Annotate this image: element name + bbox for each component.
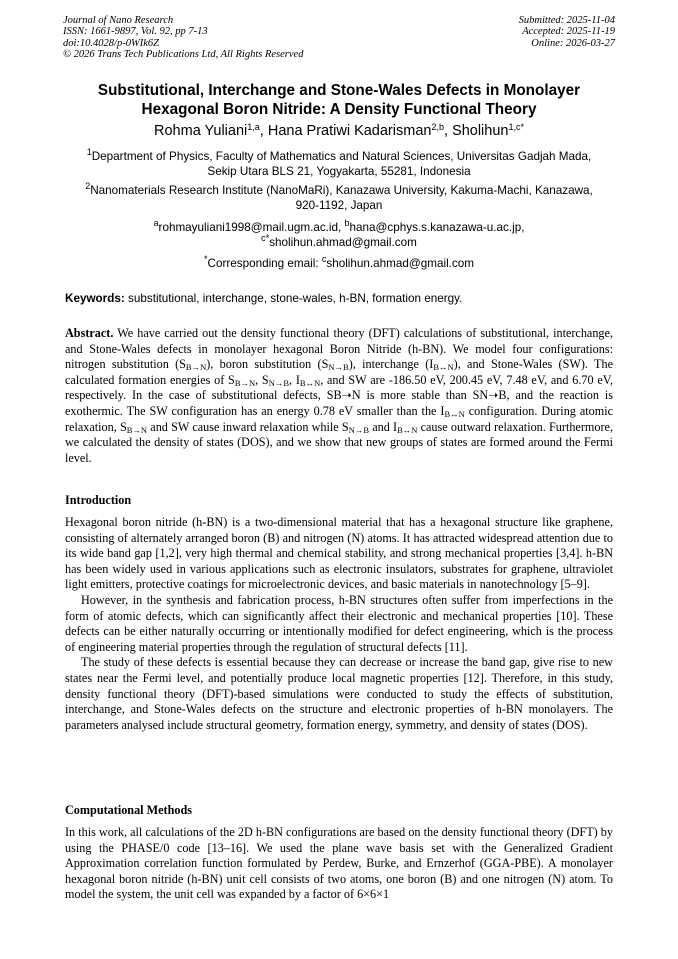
- doi-line: doi:10.4028/p-0WIk6Z: [63, 37, 159, 49]
- subscript: B↔N: [433, 362, 454, 373]
- subscript: B↔N: [444, 408, 465, 419]
- author-name: Rohma Yuliani: [154, 123, 248, 139]
- author-superscript: 2,b: [431, 122, 444, 132]
- abstract-text: , and SW are -186.50 eV, 200.45 eV, 7.48 eV, and 6.70 eV, respectively. In the case of substitutional defects, SB➝N is more stable than SN➝B, and the reaction is exothermic. The SW configuration has an energy 0.78 eV smaller than the I: [65, 372, 614, 418]
- abstract-text: , I: [289, 372, 300, 387]
- affiliation-1: [60, 149, 618, 179]
- issn-line: ISSN: 1661-9897, Vol. 92, pp 7-13: [63, 26, 208, 38]
- paragraph: The study of these defects is essential because they can decrease or increase the band gap, give rise to new states near the Fermi level, and potentially produce local magnetic properties [12]. Therefore, in this study, density functional theory (DFT)-based simulations were conducted to study the effects of substitution, interchange, and Stone-Wales defects on the structure and electronic properties of h-BN monolayers. The parameters analysed include structural geometry, formation energy, symmetry, and density of states (DOS).: [65, 655, 613, 732]
- subscript: B→N: [234, 377, 256, 388]
- abstract-text: and SW cause inward relaxation while S: [147, 419, 349, 434]
- online-date: Online: 2026-03-27: [531, 37, 615, 49]
- abstract: [65, 326, 613, 466]
- paragraph: Hexagonal boron nitride (h-BN) is a two-dimensional material that has a hexagonal structure like graphene, consisting of alternately arranged boron (B) and nitrogen (N) atoms. It has attracted widespread attention due to its wide band gap [1,2], very high thermal and chemical stability, and strong mechanical properties [3,4]. h-BN has been widely used in various applications such as electronic insulators, substrates for graphene, ultraviolet light emitters, protective coatings for microelectronic devices, and basic materials in nanotechnology [5–9].: [65, 515, 613, 592]
- subscript: B↔N: [397, 424, 418, 435]
- author-emails: [60, 220, 618, 250]
- corresponding-star: *: [204, 254, 208, 264]
- journal-name: Journal of Nano Research: [63, 15, 174, 26]
- subscript: N→B: [268, 377, 290, 388]
- author-list: Rohma Yuliani$^{1,a}$, Hana Pratiwi Kadarisman$^{2,b}$, Sholihun$^{1,c*}$: [154, 122, 524, 139]
- paragraph: In this work, all calculations of the 2D h-BN configurations are based on the density functional theory (DFT) by using the PHASE/0 code [13–16]. We used the plane wave basis set with the Generalized Gradient Approximation correlation function formulated by Perdew, Burke, and Ernzerhof (GGA-PBE). A monolayer hexagonal boron nitride (h-BN) unit cell consists of two atoms, one boron (B) and one nitrogen (N) atom. To model the system, the unit cell was expanded by a factor of 6×6×1: [65, 825, 613, 902]
- affiliation-line: Department of Physics, Faculty of Mathematics and Natural Sciences, Universitas Gadjah Mada,: [91, 150, 592, 163]
- corresponding-label: Corresponding email:: [207, 257, 322, 270]
- title-line-1: Substitutional, Interchange and Stone-Wales Defects in Monolayer: [97, 82, 581, 99]
- subscript: N→B: [328, 362, 349, 373]
- paragraph: However, in the synthesis and fabrication process, h-BN structures often suffer from imperfections in the form of atomic defects, which can significantly affect their electronic and mechanical properties [10]. These defects can be either naturally occurring or intentionally modified for defect engineering, which is the process of engineering material properties through the regulation of structural defects [11].: [65, 592, 613, 654]
- abstract-text: ), interchange (I: [348, 357, 434, 372]
- author-name: Sholihun: [452, 123, 509, 139]
- corresponding-email: [60, 256, 618, 271]
- abstract-label: Abstract.: [65, 326, 114, 340]
- subscript: N→B: [348, 424, 370, 435]
- affiliation-2: [60, 183, 618, 213]
- methods-body: [65, 825, 613, 903]
- subscript: B→N: [185, 362, 207, 373]
- affiliation-line: Nanomaterials Research Institute (NanoMaRi), Kanazawa University, Kakuma-Machi, Kanazawa,: [90, 184, 593, 197]
- subscript: B↔N: [299, 377, 321, 388]
- introduction-body: [65, 515, 613, 733]
- abstract-text: We have carried out the density functional theory (DFT) calculations of substitutional, interchange, and Stone-Wales defects in monolayer hexagonal Boron Nitride (h-BN). We model four configurations: nitrogen substitution (S: [65, 326, 613, 372]
- email-superscript: c*: [261, 233, 270, 243]
- submitted-date: Submitted: 2025-11-04: [518, 15, 615, 26]
- affiliation-line: Sekip Utara BLS 21, Yogyakarta, 55281, Indonesia: [207, 165, 471, 178]
- author-superscript: 1,c*: [508, 122, 524, 132]
- email-superscript: a: [153, 218, 159, 228]
- keywords-label: Keywords:: [65, 292, 125, 305]
- affiliation-line: 920-1192, Japan: [295, 199, 383, 212]
- title-line-2: Hexagonal Boron Nitride: A Density Functional Theory: [141, 101, 537, 118]
- paper-title: [40, 81, 638, 119]
- abstract-text: and I: [369, 419, 398, 434]
- subscript: B→N: [126, 424, 148, 435]
- abstract-text: ), and Stone-Wales (SW). The calculated formation energies of S: [65, 357, 613, 387]
- section-heading-introduction: Introduction: [65, 493, 132, 507]
- affiliation-superscript: 1: [86, 147, 92, 157]
- copyright-line: © 2026 Trans Tech Publications Ltd, All Rights Reserved: [63, 48, 304, 60]
- abstract-text: configuration. During atomic relaxation, S: [65, 403, 613, 434]
- accepted-date: Accepted: 2025-11-19: [522, 26, 615, 38]
- section-heading-methods: Computational Methods: [65, 803, 192, 817]
- email-a[interactable]: rohmayuliani1998@mail.ugm.ac.id,: [158, 221, 345, 234]
- keywords: [65, 291, 613, 306]
- keywords-text: substitutional, interchange, stone-wales, h-BN, formation energy.: [124, 292, 463, 305]
- corresponding-superscript: c: [321, 254, 327, 264]
- abstract-text: cause outward relaxation. Furthermore, we calculated the density of states (DOS), and we show that new groups of states are formed around the Fermi level.: [65, 419, 613, 465]
- author-name: Hana Pratiwi Kadarisman: [267, 123, 432, 139]
- affiliation-superscript: 2: [85, 181, 91, 191]
- email-superscript: b: [344, 218, 350, 228]
- publication-dates: [519, 15, 615, 49]
- abstract-text: ), boron substitution (S: [206, 357, 329, 372]
- author-superscript: 1,a: [247, 122, 260, 132]
- abstract-text: , S: [255, 372, 269, 387]
- journal-info: [63, 15, 303, 60]
- email-c[interactable]: sholihun.ahmad@gmail.com: [269, 236, 417, 249]
- email-b[interactable]: hana@cphys.s.kanazawa-u.ac.jp,: [349, 221, 525, 234]
- corresponding-address[interactable]: sholihun.ahmad@gmail.com: [326, 257, 474, 270]
